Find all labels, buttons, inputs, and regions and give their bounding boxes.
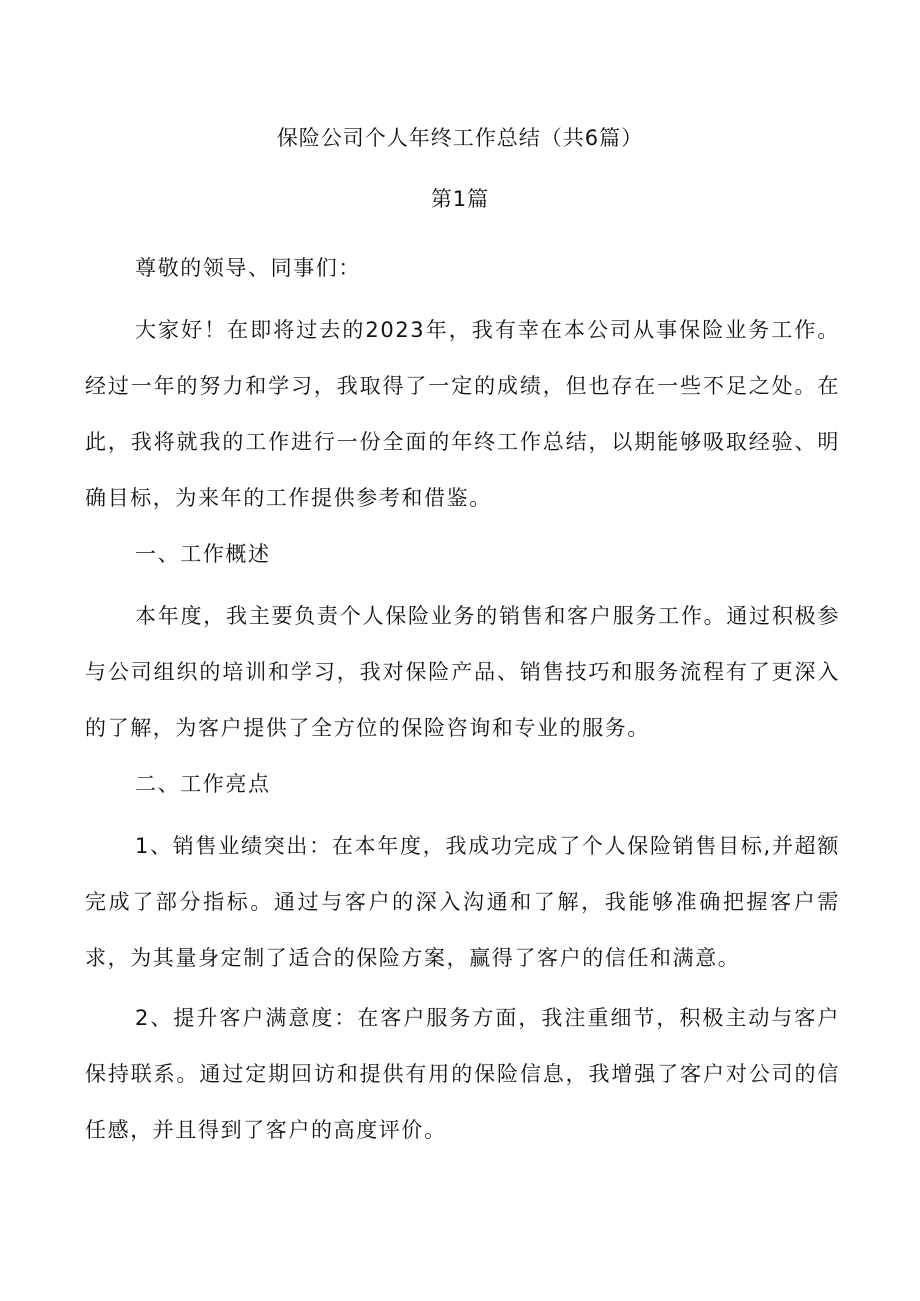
overview-paragraph: 本年度，我主要负责个人保险业务的销售和客户服务工作。通过积极参与公司组织的培训和学习，我对保险产品、销售技巧和服务流程有了更深入的了解，为客户提供了全方位的保险咨询和专业的服务。 <box>85 604 840 740</box>
heading-work-highlights: 二、工作亮点 <box>135 772 271 796</box>
document-title: 保险公司个人年终工作总结（共6篇） <box>276 126 644 150</box>
highlight-item-2: 2、提升客户满意度：在客户服务方面，我注重细节，积极主动与客户保持联系。通过定期回访和提供有用的保险信息，我增强了客户对公司的信任感，并且得到了客户的高度评价。 <box>85 1006 840 1142</box>
intro-paragraph: 大家好！在即将过去的2023年，我有幸在本公司从事保险业务工作。经过一年的努力和学习，我取得了一定的成绩，但也存在一些不足之处。在此，我将就我的工作进行一份全面的年终工作总结，以期能够吸取经验、明确目标，为来年的工作提供参考和借鉴。 <box>85 318 840 510</box>
section-title: 第1篇 <box>430 187 490 211</box>
greeting-paragraph: 尊敬的领导、同事们： <box>135 256 361 280</box>
highlight-item-1: 1、销售业绩突出：在本年度，我成功完成了个人保险销售目标,并超额完成了部分指标。通过与客户的深入沟通和了解，我能够准确把握客户需求，为其量身定制了适合的保险方案，赢得了客户的信任和满意。 <box>85 834 840 970</box>
heading-work-overview: 一、工作概述 <box>135 542 271 566</box>
